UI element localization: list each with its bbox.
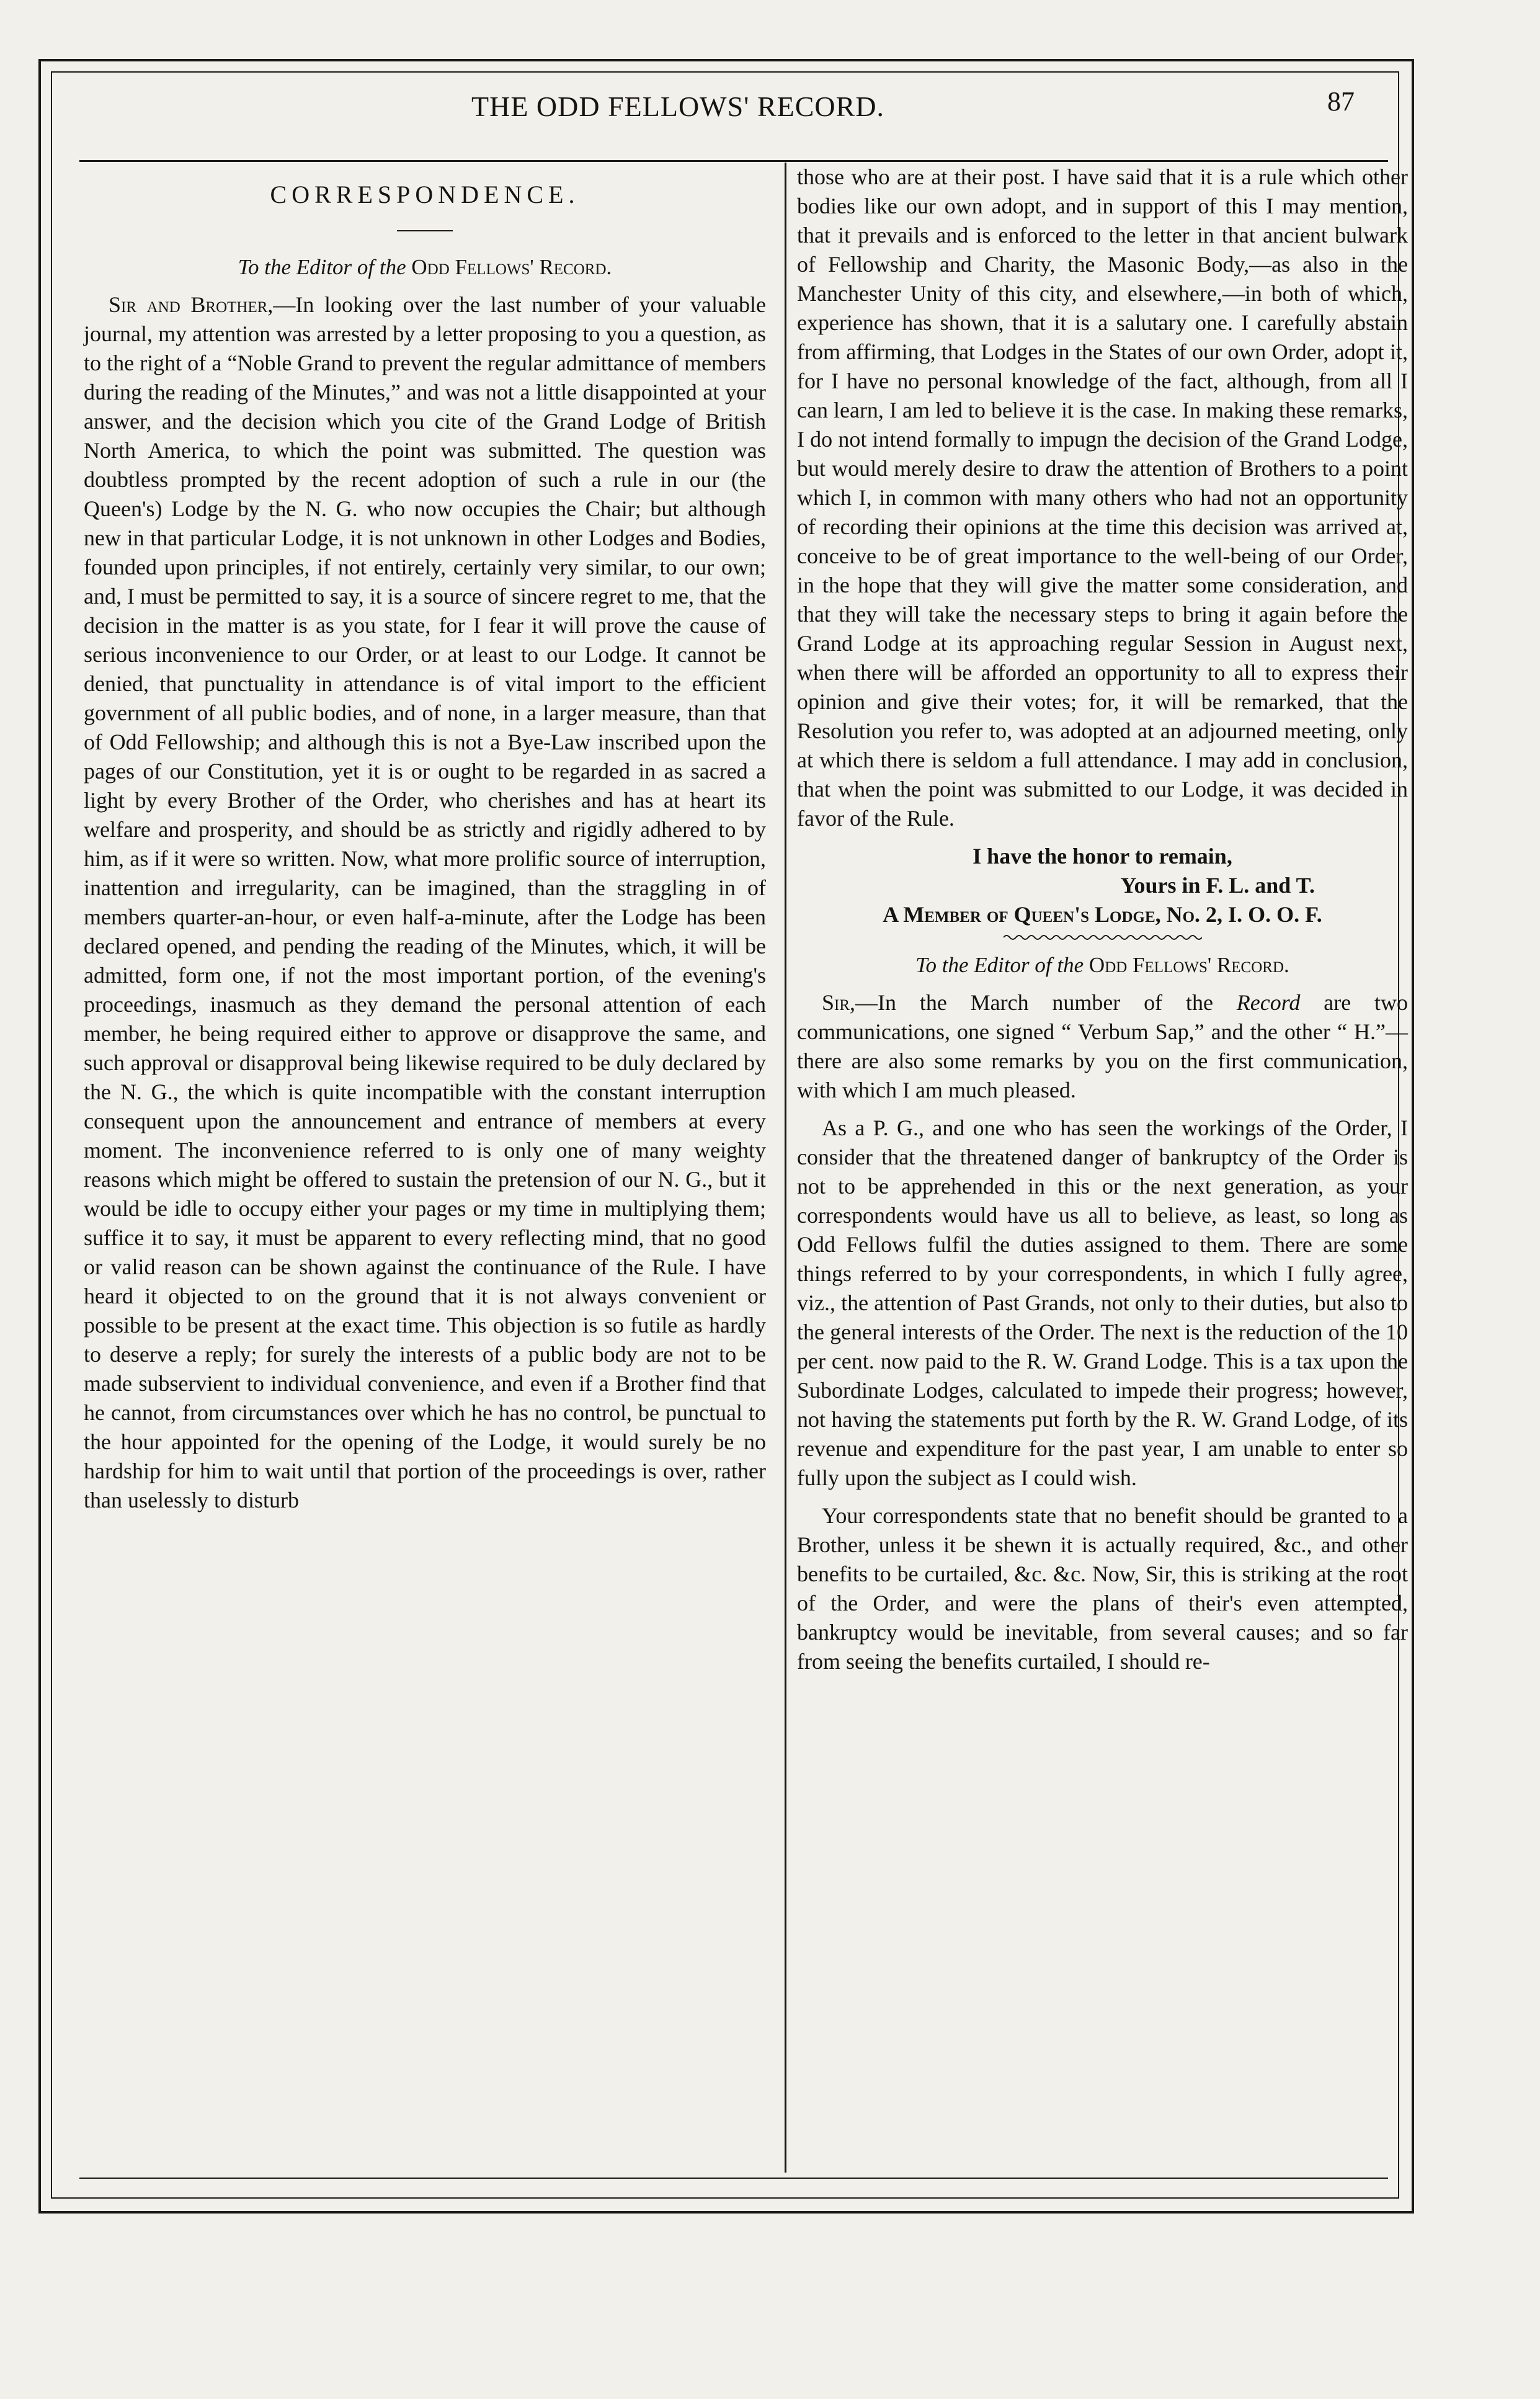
letter2-p1-a: —In the March number of the [855,990,1237,1015]
letter2-paragraph-3: Your correspondents state that no benefit should be granted to a Brother, unless it be shewn it is actually required, &c., and other benefits to be curtailed, &c. &c. Now, Sir, this is striking at the root of the Order, and were the plans of their's even attempted, bankruptcy would be inevitable, from several causes; and so far from seeing the benefits curtailed, I should re- [797,1503,1408,1674]
right-column [797,163,1408,1676]
bottom-rule [79,2178,1388,2179]
left-column [84,166,766,1515]
letter2-address [797,950,1408,980]
letter1-address-prefix: To the Editor of the [238,255,406,279]
letter1-signature: A Member of Queen's Lodge, No. 2, I. O. O. F. [883,902,1322,927]
section-title: CORRESPONDENCE. [270,181,580,208]
closing-line-2: Yours in F. L. and T. [1120,873,1315,898]
header-rule [79,160,1388,162]
wavy-divider [1004,933,1202,942]
letter1-continuation: those who are at their post. I have said that it is a rule which other bodies like our own adopt, and in support of this I may mention, that it prevails and is enforced to the letter in that ancient bulwark of Fellowship and Charity, the Masonic Body,—as also in the Manchester Unity of this city, and elsewhere,—in both of which, experience has shown, that it is a salutary one. I carefully abstain from affirming, that Lodges in the States of our own Order, adopt it, for I have no personal knowledge of the fact, although, from all I can learn, I am led to believe it is the case. In making these remarks, I do not intend formally to impugn the decision of the Grand Lodge, but would merely desire to draw the attention of Brothers to a point which I, in common with many others who had not an opportunity of recording their opinions at the time this decision was arrived at, conceive to be of great importance to the well-being of our Order, in the hope that they will give the matter some consideration, and that they will take the necessary steps to bring it again before the Grand Lodge at its approaching regular Session in August next, when there will be afforded an opportunity to all to express their opinion and give their votes; for, it will be remarked, that the Resolution you refer to, was adopted at an adjourned meeting, only at which there is seldom a full attendance. I may add in conclusion, that when the point was submitted to our Lodge, it was decided in favor of the Rule. [797,164,1408,831]
column-divider [785,163,786,2173]
letter1-paragraph [84,290,766,1515]
letter2-p1-b: are two communications, one signed “ Verbum Sap,” and the other “ H.”—there are also some remarks by you on the first communication, with which I am much pleased. [797,990,1408,1102]
letter2-address-prefix: To the Editor of the [915,953,1084,977]
letter1-body-left: —In looking over the last number of your valuable journal, my attention was arrested by a letter proposing to you a question, as to the right of a “Noble Grand to prevent the regular admittance of members during the reading of the Minutes,” and was not a little disappointed at your answer, and the decision which you cite of the Grand Lodge of British North America, to which the point was submitted. The question was doubtless prompted by the recent adoption of such a rule in our (the Queen's) Lodge by the N. G. who now occupies the Chair; but although new in that particular Lodge, it is not unknown in other Lodges and Bodies, founded upon principles, if not entirely, certainly very similar, to our own; and, I must be permitted to say, it is a source of sincere regret to me, that the decision in the matter is as you state, for I fear it will prove the cause of serious inconvenience to our Order, or at least to our Lodge. It cannot be denied, that punctuality in attendance is of vital import to the efficient government of all public bodies, and of none, in a larger measure, than that of Odd Fellowship; and although this is not a Bye-Law inscribed upon the pages of our Constitution, yet it is or ought to be regarded in as sacred a light by every Brother of the Order, who cherishes and has at heart its welfare and prosperity, and should be as strictly and rigidly adhered to by him, as if it were so written. Now, what more prolific source of interruption, inattention and irregularity, can be imagined, than the straggling in of members quarter-an-hour, or even half-a-minute, after the Lodge has been declared opened, and pending the reading of the Minutes, which, it will be admitted, form one, if not the most important portion, of the evening's proceedings, inasmuch as they demand the personal attention of each member, he being required either to approve or disapprove the same, and such approval or disapproval being likewise required to be duly declared by the N. G., the which is quite incompatible with the constant interruption consequent upon the announcement and entrance of members at every moment. The inconvenience referred to is only one of many weighty reasons which might be offered to sustain the pretension of our N. G., but it would be idle to occupy either your pages or my time in multiplying them; suffice it to say, it must be apparent to every reflecting mind, that no good or valid reason can be shown against the continuance of the Rule. I have heard it objected to on the ground that it is not always convenient or possible to be present at the exact time. This objection is so futile as hardly to deserve a reply; for surely the interests of a public body are not to be made subservient to individual convenience, and even if a Brother find that he cannot, from circumstances over which he has no control, be punctual to the hour appointed for the opening of the Lodge, it would surely be no hardship for him to wait until that portion of the proceedings is over, rather than uselessly to disturb [84,292,766,1512]
letter1-address-name: Odd Fellows' Record. [411,255,612,279]
closing-line-1: I have the honor to remain, [973,844,1232,869]
letter2-salutation: Sir, [822,990,856,1015]
letter2-paragraph-2: As a P. G., and one who has seen the workings of the Order, I consider that the threatened danger of bankruptcy of the Order is not to be apprehended in this or the next generation, as your correspondents would have us all to believe, as least, so long as Odd Fellows fulfil the duties assigned to them. There are some things referred to by your correspondents, in which I fully agree, viz., the attention of Past Grands, not only to their duties, but also to the general interests of the Order. The next is the reduction of the 10 per cent. now paid to the R. W. Grand Lodge. This is a tax upon the Subordinate Lodges, calculated to impede their progress; however, not having the statements put forth by the R. W. Grand Lodge, of its revenue and expenditure for the past year, I am unable to enter so fully upon the subject as I could wish. [797,1115,1408,1490]
page-number: 87 [1327,86,1355,117]
letter1-address [84,252,766,282]
title-rule [397,230,453,231]
letter1-salutation: Sir and Brother, [109,292,274,317]
letter2-address-name: Odd Fellows' Record. [1088,953,1289,977]
letter2-paragraph-1 [797,988,1408,1105]
running-head: THE ODD FELLOWS' RECORD. [471,91,885,122]
letter2-p1-italic: Record [1236,990,1301,1015]
